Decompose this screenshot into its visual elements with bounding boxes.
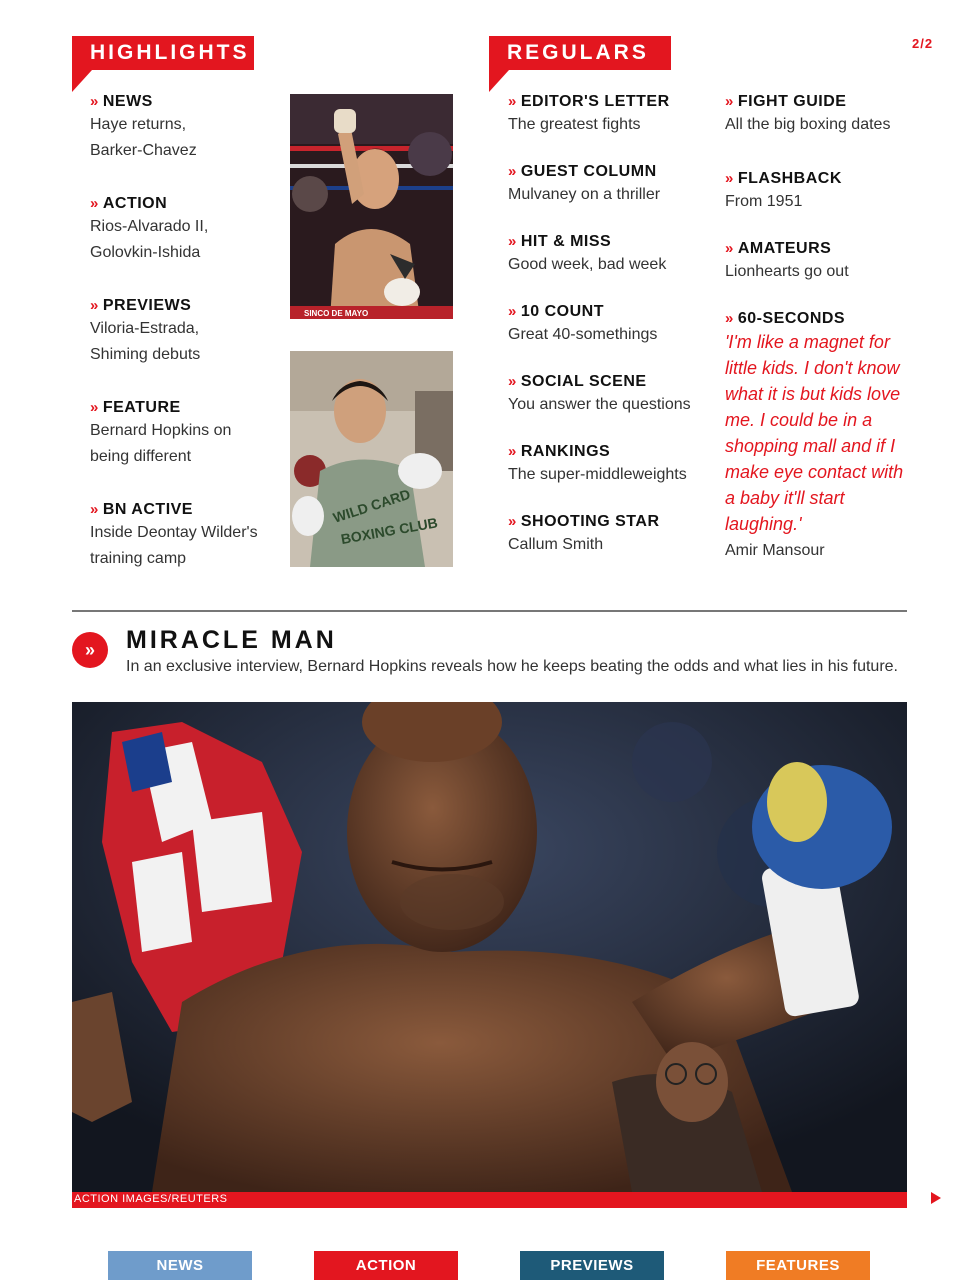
- entry-heading: [725, 310, 910, 328]
- entry-heading: [508, 93, 713, 111]
- tab-news[interactable]: NEWS: [108, 1251, 252, 1280]
- feature-hero-photo[interactable]: [72, 702, 907, 1192]
- regular-entry-shooting-star[interactable]: [508, 513, 713, 558]
- entry-heading: [508, 163, 713, 181]
- entry-heading: [725, 240, 925, 258]
- regular-entry-guest-column[interactable]: [508, 163, 713, 208]
- entry-text: Haye returns, Barker-Chavez: [90, 116, 197, 159]
- entry-text: The greatest fights: [508, 116, 641, 133]
- chevron-icon: »: [90, 195, 99, 212]
- entry-heading: [508, 513, 713, 531]
- regular-entry-10-count[interactable]: [508, 303, 713, 348]
- entry-heading-text: 10 COUNT: [520, 303, 604, 320]
- chevron-icon: »: [508, 233, 517, 250]
- regular-entry-fight-guide[interactable]: [725, 93, 925, 138]
- chevron-icon: »: [725, 93, 734, 110]
- entry-text: The super-middleweights: [508, 466, 687, 483]
- shirt-text-line1: WILD CARD: [331, 485, 413, 526]
- tab-action[interactable]: ACTION: [314, 1251, 458, 1280]
- entry-heading-text: NEWS: [102, 93, 153, 110]
- entry-heading: [90, 501, 280, 519]
- chevron-icon: »: [90, 93, 99, 110]
- entry-heading: [508, 373, 713, 391]
- entry-heading-text: FEATURE: [102, 399, 181, 416]
- chevron-icon: »: [725, 240, 734, 257]
- feature-title[interactable]: MIRACLE MAN: [126, 626, 337, 654]
- entry-heading: [90, 93, 280, 111]
- entry-heading: [90, 297, 280, 315]
- tab-features[interactable]: FEATURES: [726, 1251, 870, 1280]
- entry-text: Rios-Alvarado II, Golovkin-Ishida: [90, 218, 209, 261]
- photo-credit: ACTION IMAGES/REUTERS: [74, 1193, 228, 1205]
- entry-heading: [508, 233, 713, 251]
- entry-heading-text: SOCIAL SCENE: [520, 373, 647, 390]
- entry-heading-text: 60-SECONDS: [737, 310, 846, 327]
- chevron-icon: »: [725, 310, 734, 327]
- next-page-arrow-icon[interactable]: [931, 1192, 941, 1204]
- highlight-entry-feature[interactable]: [90, 399, 280, 470]
- entry-heading: [725, 93, 925, 111]
- entry-heading: [725, 170, 925, 188]
- chevron-icon: »: [508, 93, 517, 110]
- entry-text: All the big boxing dates: [725, 116, 891, 133]
- photo-shiming[interactable]: [290, 351, 453, 567]
- golovkin-illustration: [290, 94, 453, 319]
- regular-entry-hit-miss[interactable]: [508, 233, 713, 278]
- highlights-title: HIGHLIGHTS: [90, 41, 250, 64]
- entry-heading-text: GUEST COLUMN: [520, 163, 657, 180]
- entry-heading-text: EDITOR'S LETTER: [520, 93, 670, 110]
- highlight-entry-bn-active[interactable]: [90, 501, 280, 572]
- entry-heading-text: HIT & MISS: [520, 233, 612, 250]
- regular-entry-rankings[interactable]: [508, 443, 713, 488]
- entry-heading-text: FIGHT GUIDE: [737, 93, 847, 110]
- entry-heading-text: BN ACTIVE: [102, 501, 193, 518]
- highlight-entry-news[interactable]: [90, 93, 280, 164]
- entry-heading-text: ACTION: [102, 195, 168, 212]
- regular-entry-flashback[interactable]: [725, 170, 925, 215]
- entry-text: Viloria-Estrada, Shiming debuts: [90, 320, 201, 363]
- sixty-seconds-quote: 'I'm like a magnet for little kids. I don't know what it is but kids love me. I could be in a shopping mall and if I make eye contact with a baby it'll start laughing.': [725, 332, 904, 534]
- entry-text: Great 40-somethings: [508, 326, 658, 343]
- ring-banner-text: SINCO DE MAYO: [304, 309, 369, 318]
- entry-text: You answer the questions: [508, 396, 691, 413]
- highlight-entry-action[interactable]: [90, 195, 280, 266]
- entry-text: Mulvaney on a thriller: [508, 186, 661, 203]
- regular-entry-amateurs[interactable]: [725, 240, 925, 285]
- entry-heading-text: SHOOTING STAR: [520, 513, 660, 530]
- quote-author: Amir Mansour: [725, 542, 825, 559]
- chevron-icon: »: [725, 170, 734, 187]
- chevron-icon: »: [90, 399, 99, 416]
- highlights-banner: [72, 36, 254, 70]
- entry-heading-text: AMATEURS: [737, 240, 832, 257]
- highlight-entry-previews[interactable]: [90, 297, 280, 368]
- chevron-icon: »: [508, 443, 517, 460]
- chevron-icon: »: [508, 163, 517, 180]
- entry-heading-text: RANKINGS: [520, 443, 611, 460]
- feature-subtitle: In an exclusive interview, Bernard Hopkins reveals how he keeps beating the odds and what lies in his future.: [126, 658, 898, 675]
- chevron-icon: »: [90, 501, 99, 518]
- entry-heading-text: FLASHBACK: [737, 170, 842, 187]
- regular-entry-60-seconds[interactable]: [725, 310, 910, 564]
- entry-heading-text: PREVIEWS: [102, 297, 192, 314]
- double-chevron-icon: »: [72, 632, 108, 668]
- photo-golovkin[interactable]: [290, 94, 453, 319]
- chevron-icon: »: [90, 297, 99, 314]
- entry-heading: [508, 303, 713, 321]
- entry-heading: [90, 399, 280, 417]
- entry-text: From 1951: [725, 193, 803, 210]
- regular-entry-editors-letter[interactable]: [508, 93, 713, 138]
- shirt-text-line2: BOXING CLUB: [339, 514, 439, 548]
- entry-text: Bernard Hopkins on being different: [90, 422, 232, 465]
- hopkins-illustration: [72, 702, 907, 1192]
- entry-text: Callum Smith: [508, 536, 604, 553]
- chevron-icon: »: [508, 373, 517, 390]
- page-number: 2/2: [912, 36, 934, 51]
- regulars-title: REGULARS: [507, 41, 649, 64]
- regular-entry-social-scene[interactable]: [508, 373, 713, 418]
- section-divider: [72, 610, 907, 612]
- chevron-icon: »: [508, 303, 517, 320]
- chevron-icon: »: [508, 513, 517, 530]
- entry-heading: [508, 443, 713, 461]
- shiming-illustration: [290, 351, 453, 567]
- entry-text: Inside Deontay Wilder's training camp: [90, 524, 258, 567]
- entry-text: Good week, bad week: [508, 256, 667, 273]
- entry-heading: [90, 195, 280, 213]
- tab-previews[interactable]: PREVIEWS: [520, 1251, 664, 1280]
- entry-text: Lionhearts go out: [725, 263, 849, 280]
- regulars-banner: [489, 36, 671, 70]
